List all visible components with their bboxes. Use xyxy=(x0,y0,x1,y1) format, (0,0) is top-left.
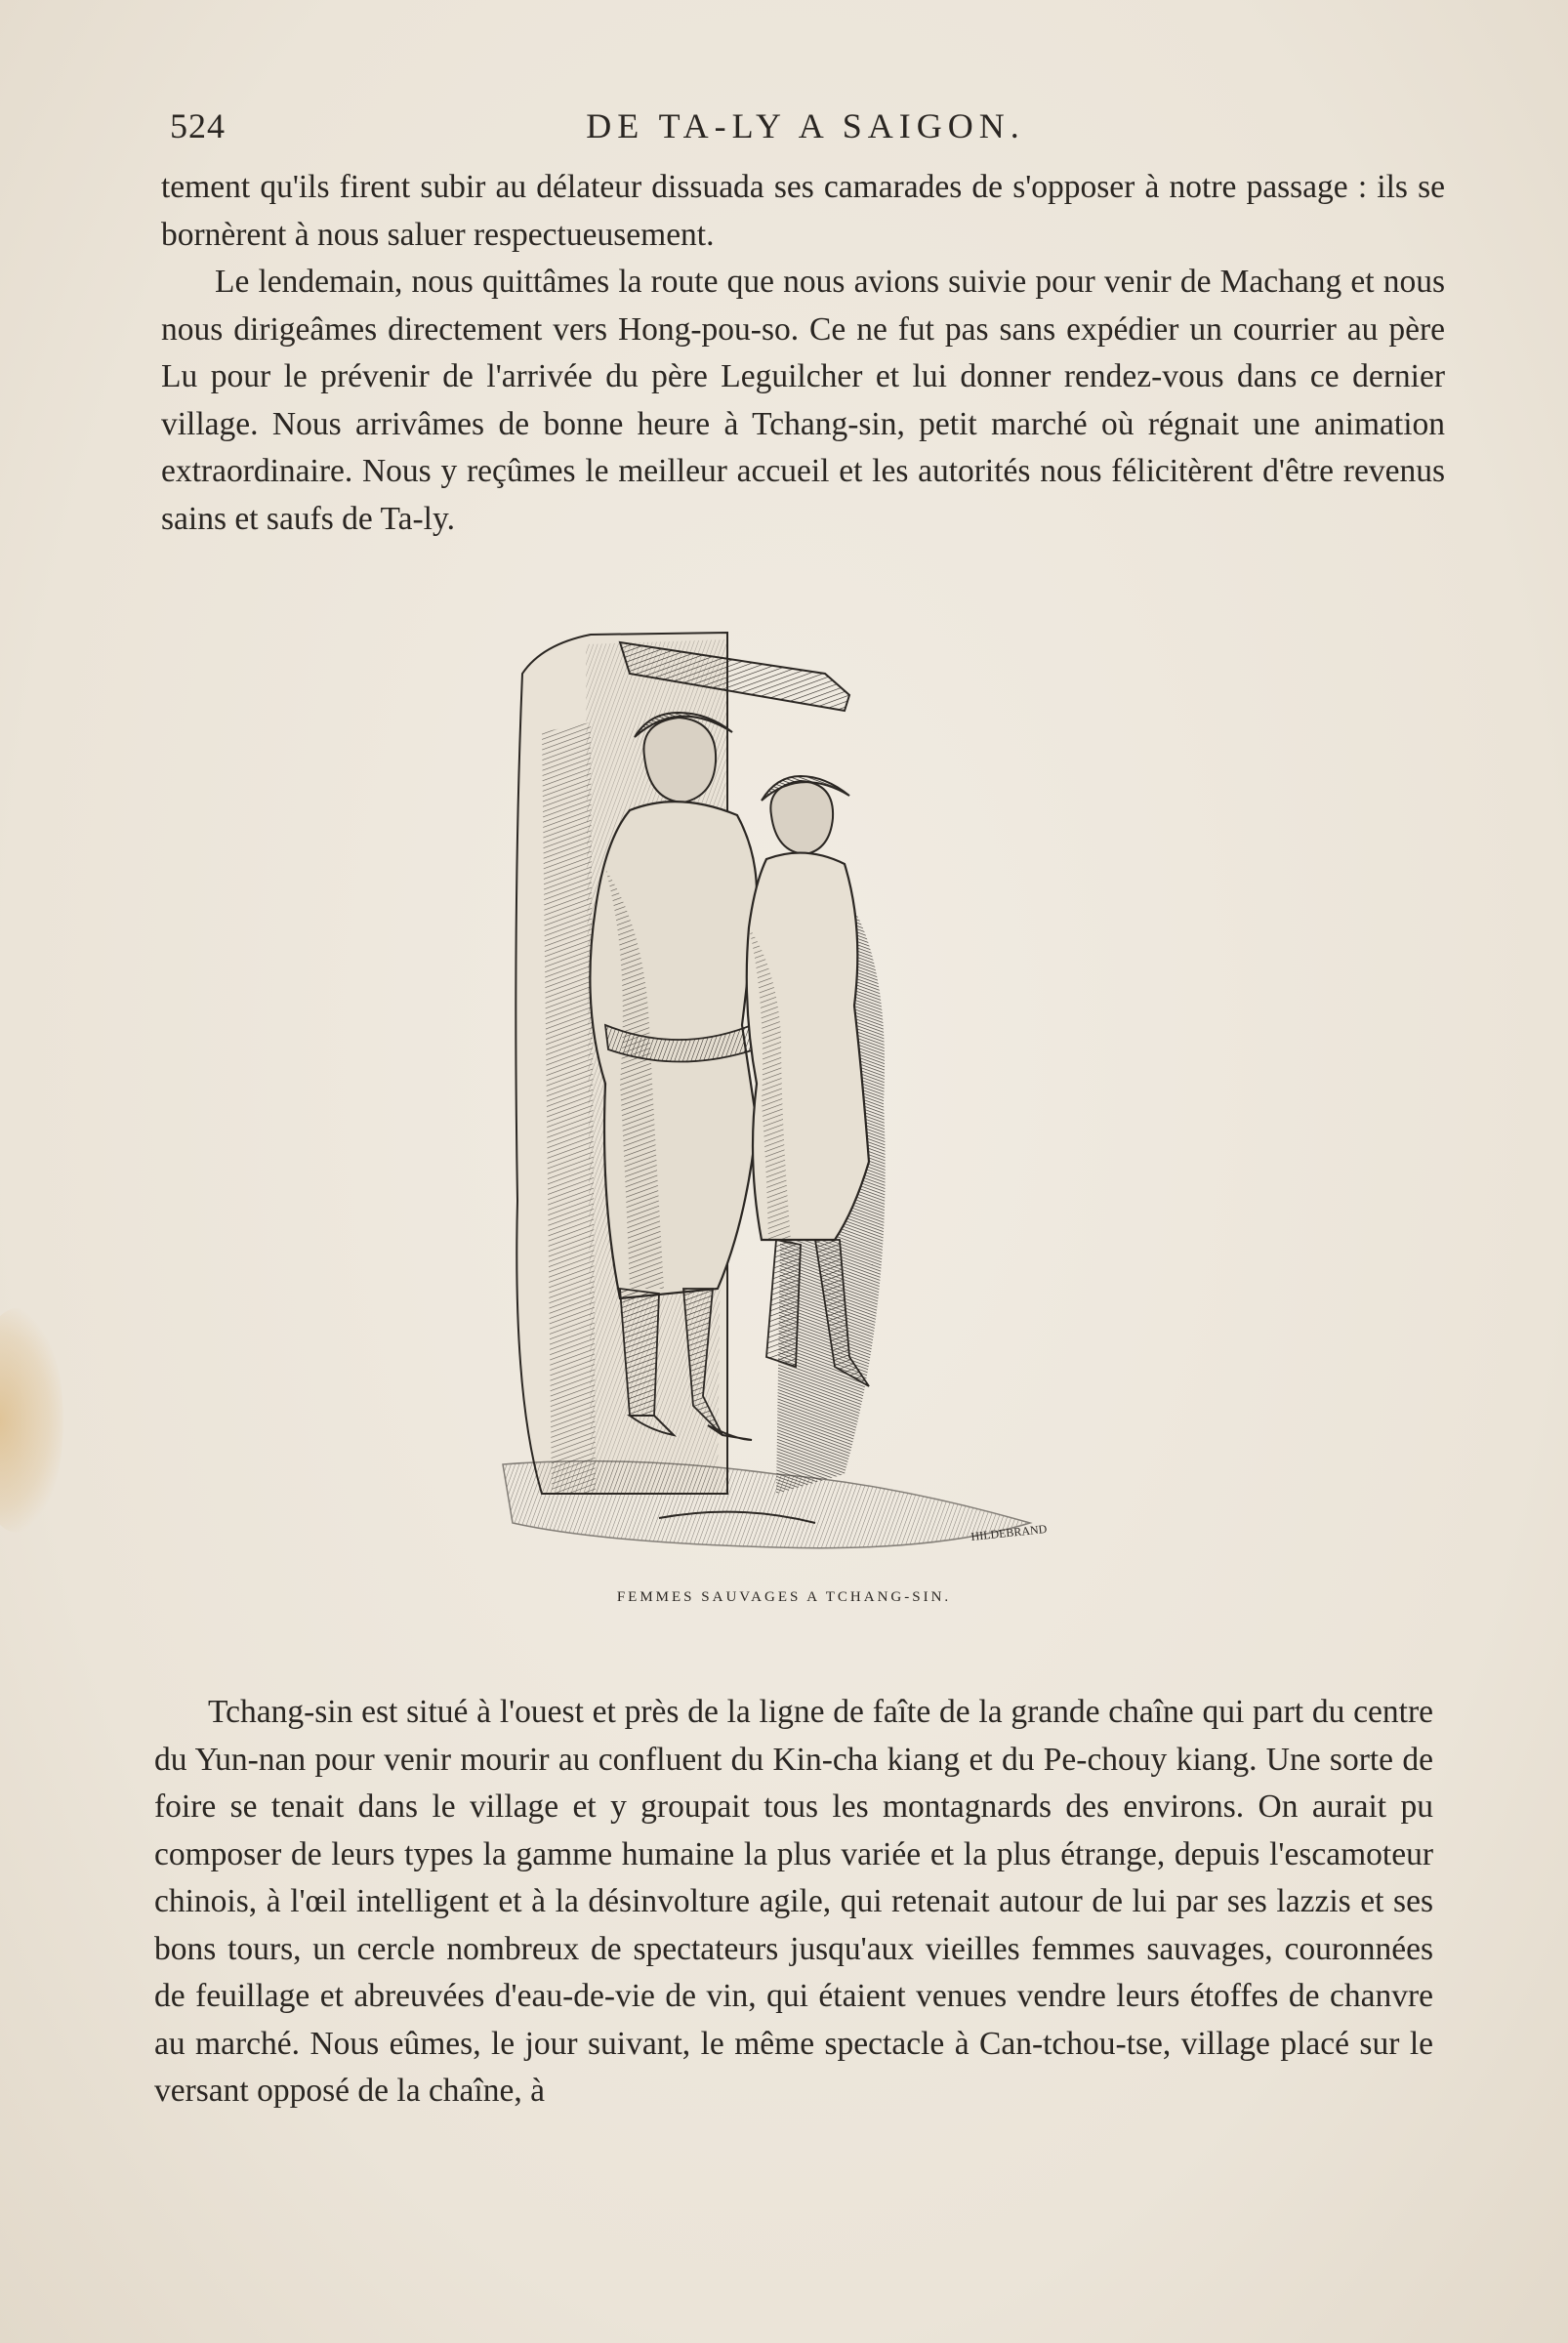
text-block-top xyxy=(161,164,1445,543)
page-number: 524 xyxy=(170,106,226,145)
page-header xyxy=(164,98,1447,156)
paper-stain xyxy=(0,1308,63,1533)
text-block-bottom xyxy=(154,1689,1433,2116)
figure-caption: FEMMES SAUVAGES A TCHANG-SIN. xyxy=(616,1589,952,1605)
paragraph: tement qu'ils firent subir au délateur dissuada ses camarades de s'opposer à notre passage : ils se bornèrent à nous saluer respectueusement. xyxy=(161,169,1445,253)
engraving-illustration xyxy=(483,615,1108,1557)
paragraph: Le lendemain, nous quittâmes la route que nous avions suivie pour venir de Machang et nous nous dirigeâmes directement vers Hong-pou-so. Ce ne fut pas sans expédier un courrier au père Lu pour le prévenir de l'arrivée du père Leguilcher et lui donner rendez-vous dans ce dernier village. Nous arrivâmes de bonne heure à Tchang-sin, petit marché où régnait une animation extraordinaire. Nous y reçûmes le meilleur accueil et les autorités nous félicitèrent d'être revenus sains et saufs de Ta-ly. xyxy=(161,264,1445,537)
engraving-image xyxy=(483,615,1108,1557)
ground xyxy=(503,1461,1030,1548)
engraver-signature: HILDEBRAND xyxy=(970,1521,1048,1543)
paragraph: Tchang-sin est situé à l'ouest et près de la ligne de faîte de la grande chaîne qui part du centre du Yun-nan pour venir mourir au confluent du Kin-cha kiang et du Pe-chouy kiang. Une sorte de foire se tenait dans le village et y groupait tous les montagnards des environs. On aurait pu composer de leurs types la gamme humaine la plus variée et la plus étrange, depuis l'escamoteur chinois, à l'œil intelligent et à la désinvolture agile, qui retenait autour de lui par ses lazzis et ses bons tours, un cercle nombreux de spectateurs jusqu'aux vieilles femmes sauvages, couronnées de feuillage et abreuvées d'eau-de-vie de vin, qui étaient venues vendre leurs étoffes de chanvre au marché. Nous eûmes, le jour suivant, le même spectacle à Can-tchou-tse, village placé sur le versant opposé de la chaîne, à xyxy=(154,1694,1433,2109)
running-title: DE TA-LY A SAIGON. xyxy=(586,106,1025,145)
